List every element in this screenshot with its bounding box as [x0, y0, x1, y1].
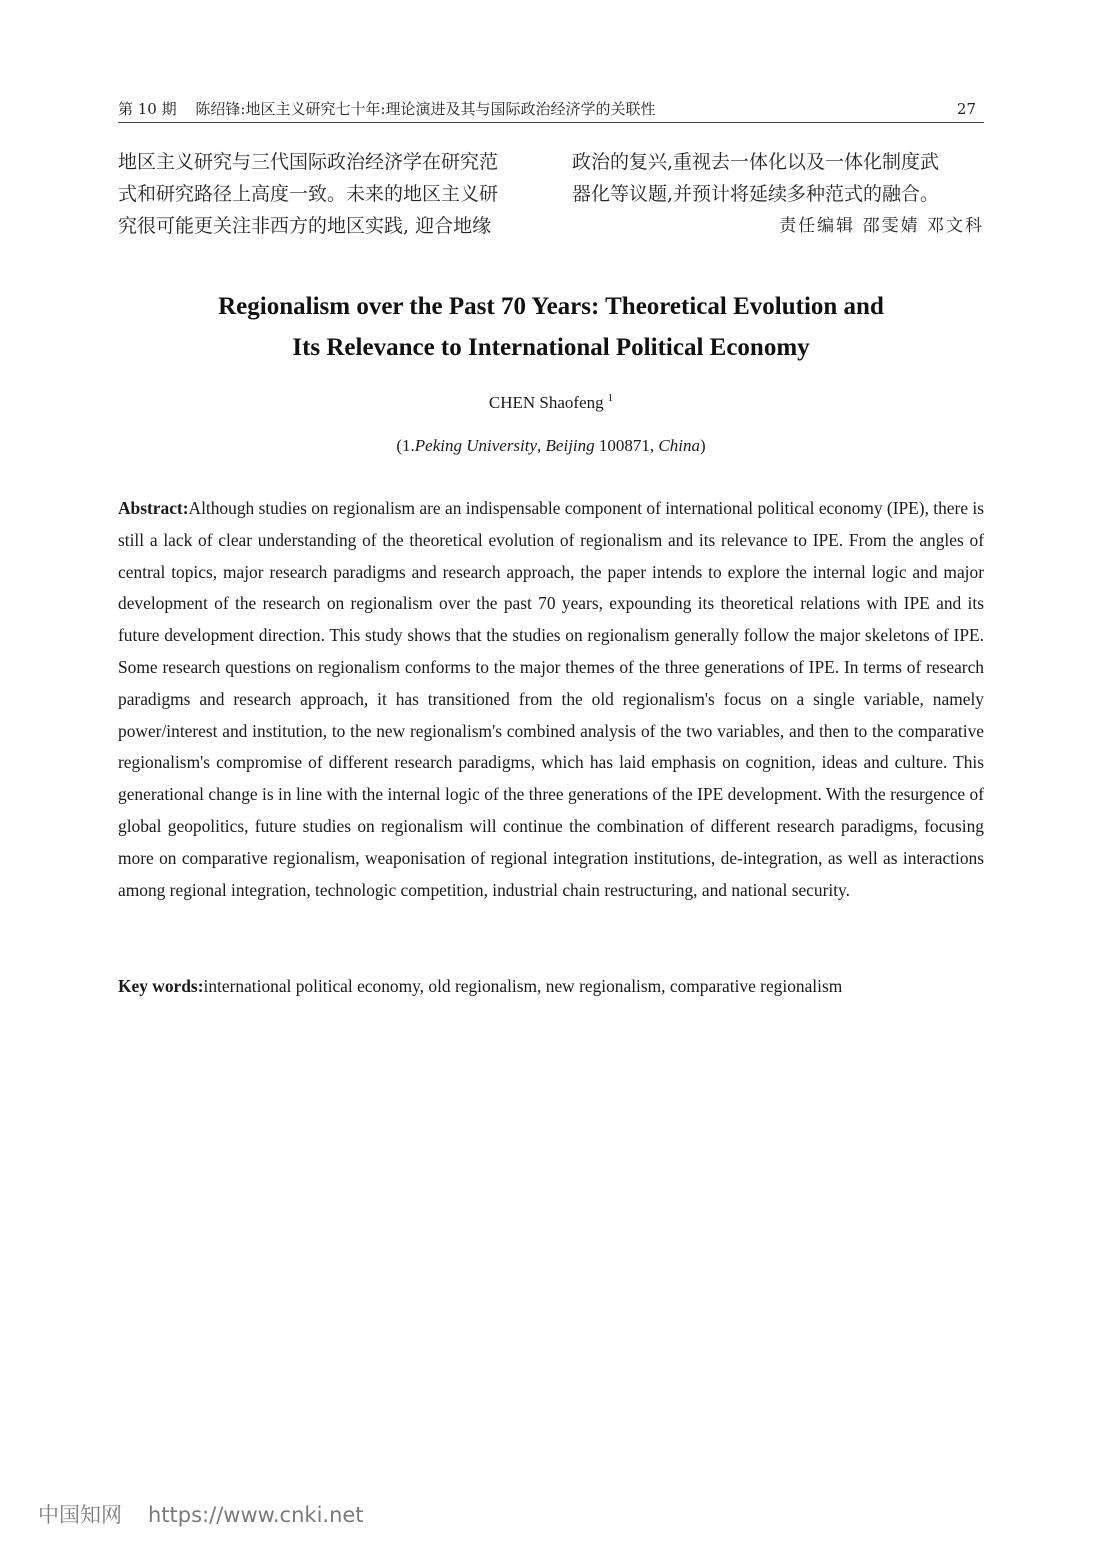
- watermark-url: https://www.cnki.net: [148, 1503, 364, 1527]
- affiliation-marker: 1: [607, 392, 614, 404]
- chinese-line: 式和研究路径上高度一致。未来的地区主义研: [118, 183, 499, 205]
- abstract-paragraph: [118, 493, 984, 906]
- cnki-watermark: [38, 1500, 364, 1530]
- chinese-conclusion-text: [118, 146, 984, 246]
- responsible-editors: 责任编辑 邵雯婧 邓文科: [779, 216, 984, 236]
- title-line-1: Regionalism over the Past 70 Years: Theoretical Evolution and: [218, 293, 884, 320]
- affiliation-postcode: 100871: [598, 436, 650, 455]
- affiliation-country: China: [658, 436, 700, 455]
- affiliation-city: Beijing: [545, 436, 595, 455]
- affiliation-institution: Peking University: [414, 436, 538, 455]
- header-left: [118, 98, 656, 120]
- chinese-line: 政治的复兴,重视去一体化以及一体化制度武: [572, 151, 940, 173]
- running-header: [118, 98, 984, 123]
- watermark-brand: 中国知网: [38, 1503, 122, 1527]
- title-line-2: Its Relevance to International Political Economy: [292, 334, 810, 361]
- abstract-text: Although studies on regionalism are an indispensable component of international political economy (IPE), there is still a lack of clear understanding of the theoretical evolution of regionalism and its relevance to IPE. From the angles of central topics, major research paradigms and research approach, the paper intends to explore the internal logic and major development of the research on regionalism over the past 70 years, expounding its theoretical relations with IPE and its future development direction. This study shows that the studies on regionalism generally follow the major skeletons of IPE. Some research questions on regionalism conforms to the major themes of the three generations of IPE. In terms of research paradigms and research approach, it has transitioned from the old regionalism's focus on a single variable, namely power/interest and institution, to the new regionalism's combined analysis of the two variables, and then to the comparative regionalism's compromise of different research paradigms, which has laid emphasis on cognition, ideas and culture. This generational change is in line with the internal logic of the three generations of the IPE development. With the resurgence of global geopolitics, future studies on regionalism will continue the combination of different research paradigms, focusing more on comparative regionalism, weaponisation of regional integration institutions, de-integration, as well as interactions among regional integration, technologic competition, industrial chain restructuring, and national security.: [118, 498, 984, 900]
- author-name: CHEN Shaofeng: [488, 393, 604, 412]
- issue-number: 第 10 期: [118, 100, 177, 118]
- article-running-title: 陈绍锋:地区主义研究七十年:理论演进及其与国际政治经济学的关联性: [195, 100, 656, 118]
- affiliation-line: (1.Peking University, Beijing 100871, China): [396, 436, 706, 455]
- chinese-line: 器化等议题,并预计将延续多种范式的融合。: [572, 183, 940, 205]
- abstract-label: Abstract:: [118, 498, 189, 518]
- author-line: [118, 386, 984, 415]
- chinese-line: 地区主义研究与三代国际政治经济学在研究范: [118, 151, 499, 173]
- page-number: 27: [956, 100, 976, 118]
- keywords-text: international political economy, old regionalism, new regionalism, comparative regionalism: [203, 976, 843, 996]
- english-title: [118, 286, 984, 368]
- chinese-column-left: [118, 146, 538, 242]
- keywords-line: [118, 971, 984, 1003]
- chinese-column-right: [572, 146, 984, 242]
- chinese-line: 究很可能更关注非西方的地区实践, 迎合地缘: [118, 215, 492, 237]
- affiliation-number: 1.: [402, 436, 415, 455]
- keywords-label: Key words:: [118, 976, 204, 996]
